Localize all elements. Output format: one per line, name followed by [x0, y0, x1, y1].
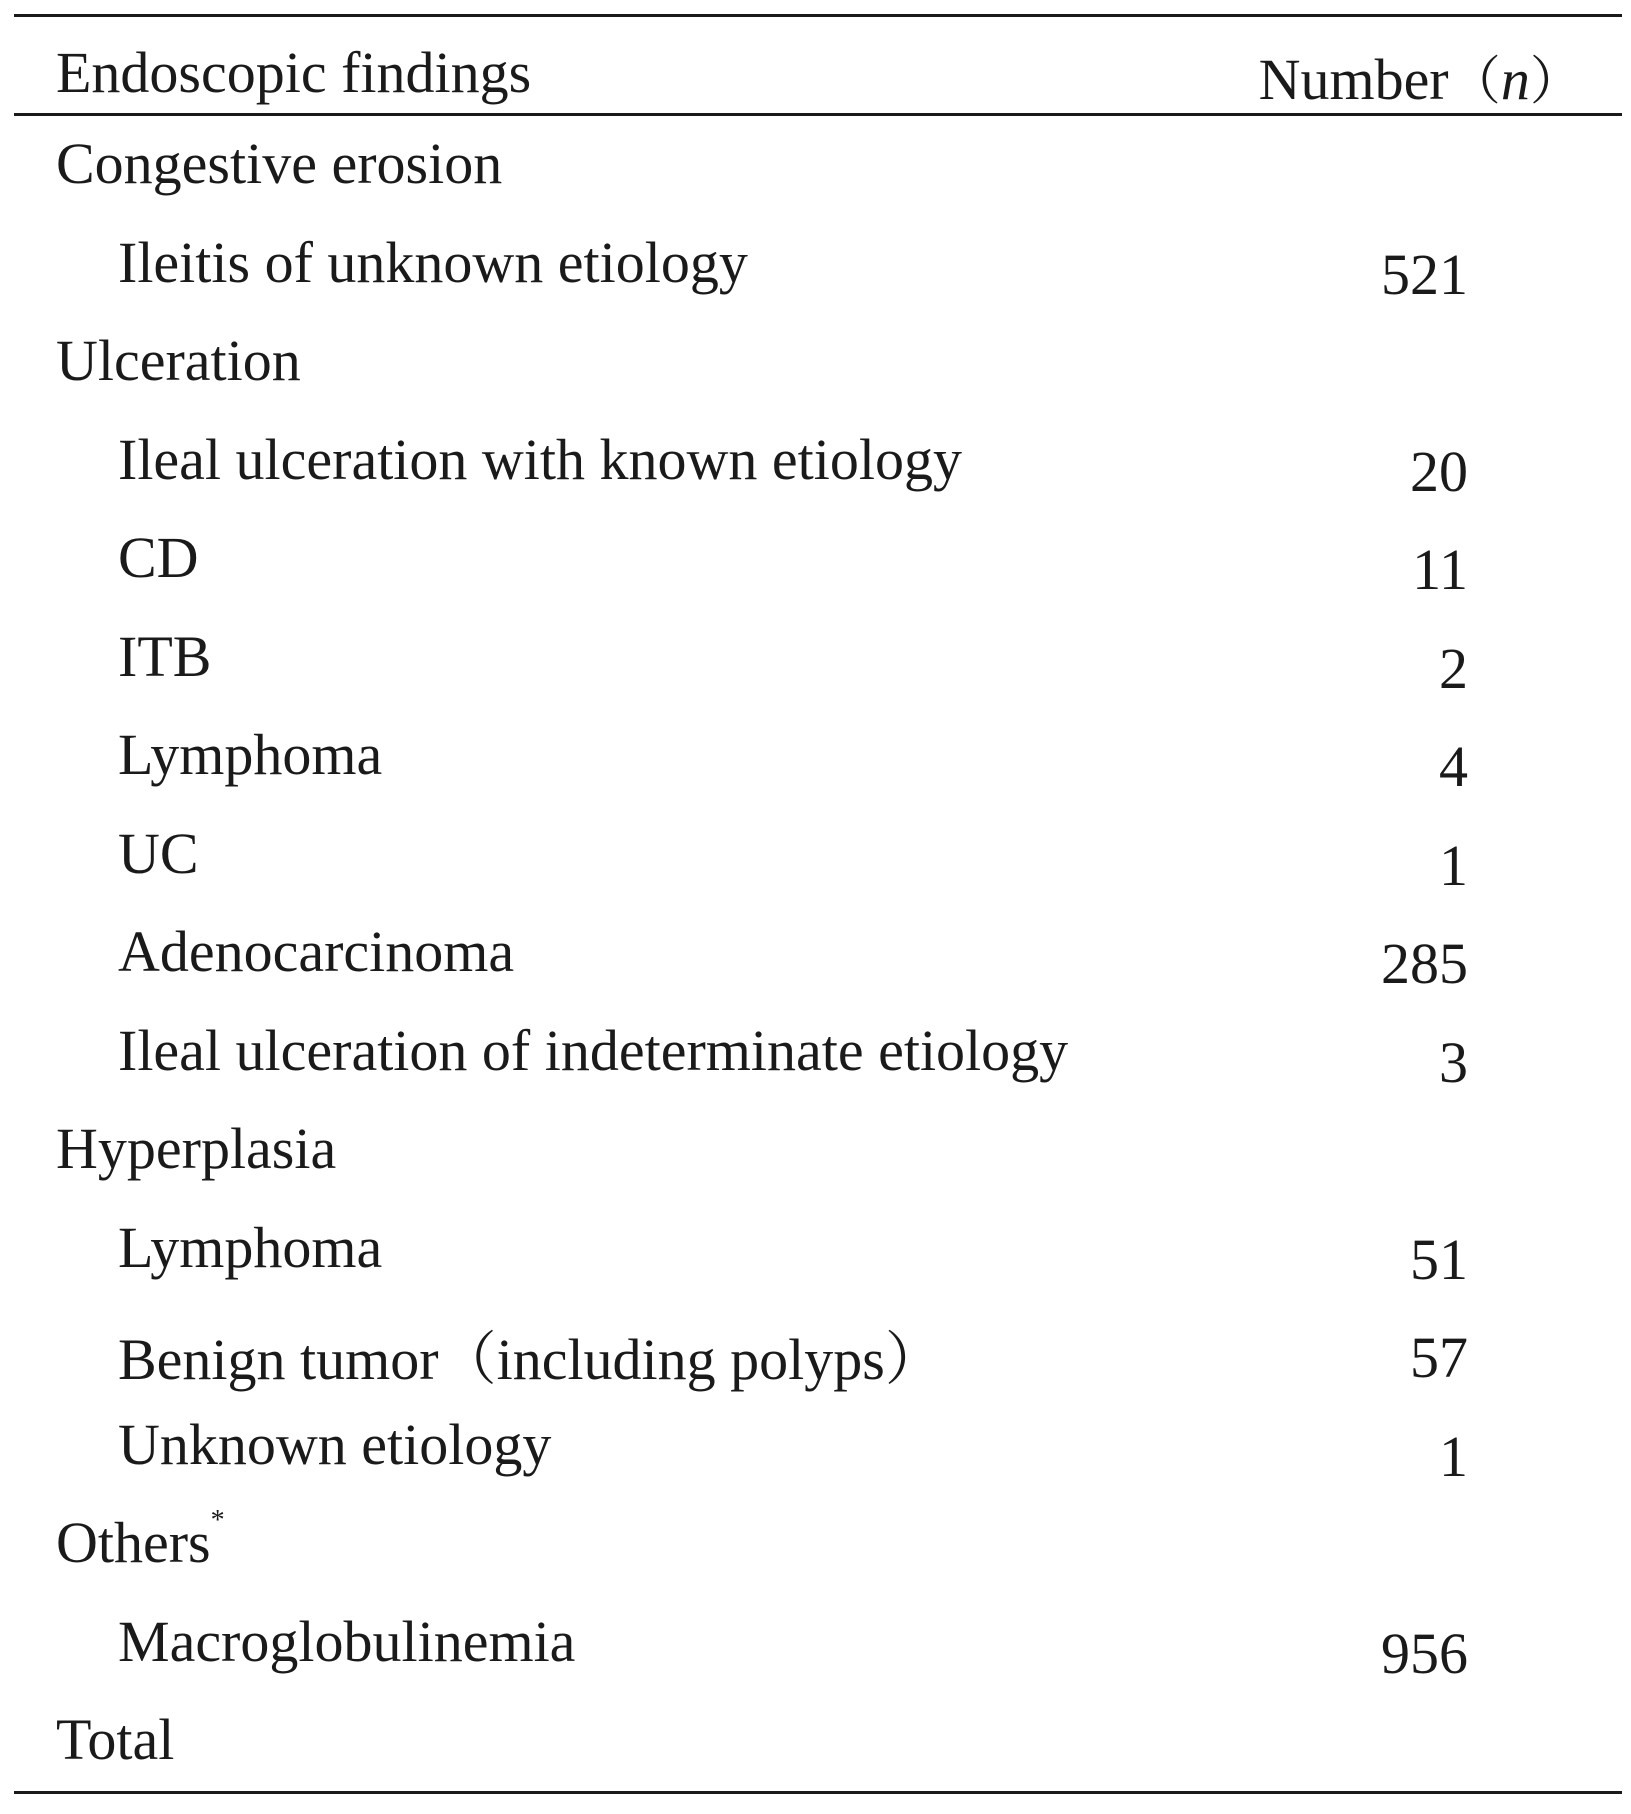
findings-table — [14, 14, 1622, 1794]
table-row — [14, 609, 1622, 708]
table-category-row — [14, 1101, 1622, 1200]
row-number: 2 — [1439, 635, 1468, 701]
row-label — [118, 524, 199, 591]
row-label — [118, 1017, 1068, 1084]
row-number: 956 — [1381, 1620, 1468, 1686]
table-row — [14, 707, 1622, 806]
row-label — [118, 1608, 575, 1675]
row-number: 1 — [1439, 832, 1468, 898]
row-label-text: Congestive erosion — [56, 131, 503, 196]
row-label-text: Benign tumor（including polyps） — [118, 1327, 943, 1392]
table-category-row — [14, 1692, 1622, 1791]
row-label-text: Ulceration — [56, 328, 301, 393]
row-label — [118, 623, 211, 690]
row-label — [118, 1411, 551, 1478]
row-label — [118, 426, 962, 493]
row-number: 521 — [1381, 241, 1468, 307]
row-label-text: Unknown etiology — [118, 1411, 552, 1477]
row-label — [118, 229, 748, 296]
header-number-close-paren: ） — [1529, 52, 1582, 112]
row-label-text: ITB — [118, 623, 212, 689]
header-number-variable: n — [1500, 47, 1530, 112]
row-label-text: Lymphoma — [118, 722, 383, 787]
row-label — [56, 1706, 174, 1773]
row-label-text: Macroglobulinemia — [118, 1608, 576, 1674]
row-number: 57 — [1410, 1325, 1468, 1390]
row-label-text: Ileitis of unknown etiology — [118, 229, 748, 295]
row-label — [56, 130, 502, 197]
row-label — [56, 1115, 336, 1182]
header-endoscopic-findings: Endoscopic findings — [56, 40, 532, 105]
footnote-asterisk: * — [210, 1505, 225, 1536]
table-row — [14, 1298, 1622, 1397]
row-label — [118, 1312, 943, 1396]
row-label-text: CD — [118, 525, 199, 590]
row-label-text: Hyperplasia — [56, 1116, 337, 1181]
table-bottom-rule — [14, 1791, 1622, 1794]
table-body — [14, 116, 1622, 1791]
table-row — [14, 510, 1622, 609]
table-row — [14, 1003, 1622, 1102]
table-row — [14, 1200, 1622, 1299]
row-label — [118, 721, 382, 788]
row-number: 11 — [1412, 537, 1468, 602]
table-header-row — [14, 17, 1622, 113]
table-category-row — [14, 313, 1622, 412]
table-row — [14, 412, 1622, 511]
header-number-label: Number — [1258, 47, 1449, 112]
row-number: 20 — [1410, 438, 1468, 504]
row-label-text: Ileal ulceration of indeterminate etiology — [118, 1017, 1069, 1083]
row-number: 4 — [1439, 734, 1468, 799]
row-number: 3 — [1439, 1029, 1468, 1095]
row-label — [56, 1505, 225, 1576]
row-label-text: Ileal ulceration with known etiology — [118, 426, 963, 492]
row-label-text: Total — [56, 1707, 175, 1772]
row-number: 285 — [1381, 931, 1468, 996]
row-label-text: Adenocarcinoma — [118, 919, 515, 984]
header-number-open-paren: （ — [1448, 52, 1501, 112]
row-label-text: Others — [56, 1510, 211, 1575]
table-row — [14, 904, 1622, 1003]
row-label — [118, 1214, 382, 1281]
table-category-row — [14, 1495, 1622, 1594]
table-category-row — [14, 116, 1622, 215]
row-number: 1 — [1439, 1423, 1468, 1489]
table-row — [14, 1594, 1622, 1693]
header-number — [1259, 39, 1582, 114]
row-label — [56, 327, 301, 394]
row-label-text: UC — [118, 820, 199, 886]
row-number: 51 — [1410, 1226, 1468, 1292]
table-row — [14, 1397, 1622, 1496]
row-label — [118, 820, 199, 887]
table-row — [14, 215, 1622, 314]
row-label — [118, 918, 514, 985]
table-row — [14, 806, 1622, 905]
row-label-text: Lymphoma — [118, 1214, 383, 1280]
